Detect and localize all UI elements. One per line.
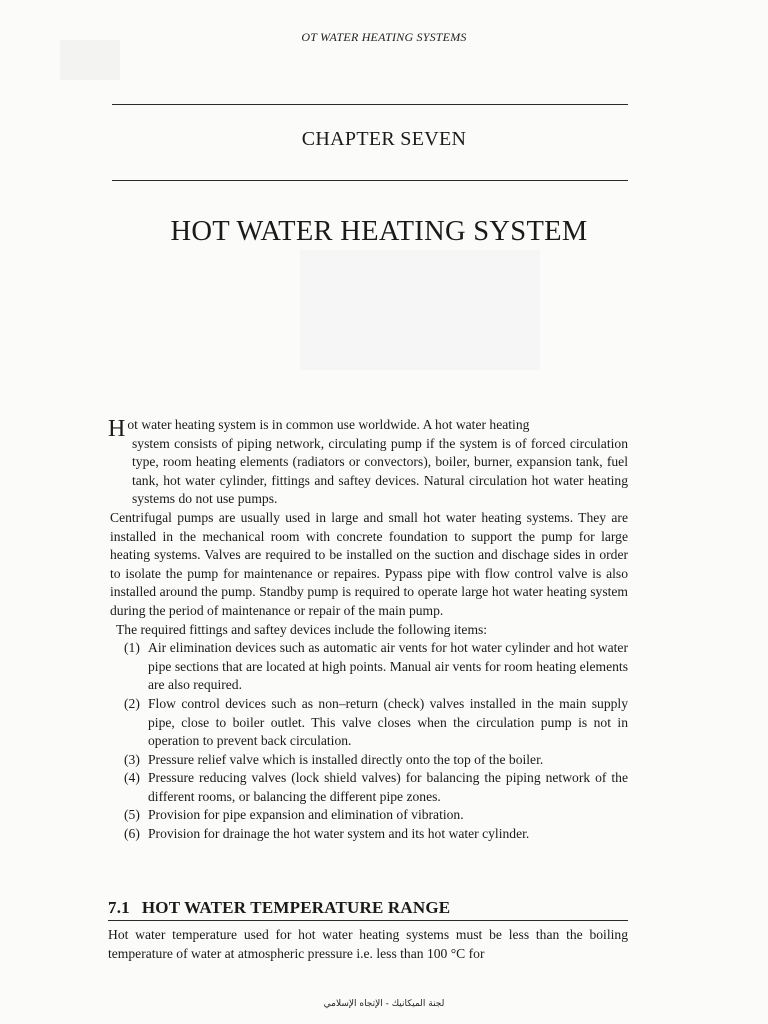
scan-smudge <box>300 250 540 370</box>
item-text: Pressure relief valve which is installed directly onto the top of the boiler. <box>148 751 544 767</box>
item-number: (6) <box>124 826 140 842</box>
list-item <box>110 769 628 806</box>
item-number: (3) <box>124 751 140 767</box>
footer-credit: لجنة الميكانيك - الإتجاه الإسلامي <box>323 999 445 1009</box>
intro-rest: system consists of piping network, circulating pump if the system is of forced circulation type, room heating elements (radiators or convectors), boiler, burner, expansion tank, fuel tank, hot water cylinder, fittings and saftey devices. Natural circulation hot water heating systems do not use pumps. <box>132 435 628 507</box>
list-lead: The required fittings and saftey devices include the following items: <box>116 621 488 637</box>
item-text: Provision for pipe expansion and elimination of vibration. <box>148 807 464 823</box>
section-title: HOT WATER TEMPERATURE RANGE <box>141 898 451 917</box>
scan-smudge <box>60 40 120 80</box>
list-item <box>110 806 628 825</box>
item-number: (2) <box>124 695 140 711</box>
list-item <box>110 825 628 844</box>
chapter-heading: CHAPTER SEVEN <box>301 128 467 150</box>
body-text <box>110 416 628 844</box>
intro-continuation <box>110 435 628 509</box>
list-item <box>110 695 628 751</box>
intro-paragraph <box>108 416 628 442</box>
drop-cap: H <box>108 416 126 442</box>
chapter-rule <box>112 180 628 181</box>
item-number: (5) <box>124 807 140 823</box>
item-text: Provision for drainage the hot water system and its hot water cylinder. <box>148 826 530 842</box>
intro-first-line: ot water heating system is in common use worldwide. A hot water heating <box>127 417 530 432</box>
fittings-list <box>110 639 628 844</box>
item-text: Air elimination devices such as automatic air vents for hot water cylinder and hot water pipe sections that are located at high points. Manual air vents for room heating elements are also required. <box>148 640 628 693</box>
top-rule <box>112 104 628 105</box>
item-text: Pressure reducing valves (lock shield valves) for balancing the piping network of the different rooms, or balancing the different pipe zones. <box>148 770 628 804</box>
pumps-paragraph: Centrifugal pumps are usually used in large and small hot water heating systems. They are installed in the mechanical room with concrete foundation to support the pump for large heating systems. Valves are required to be installed on the suction and dischage sides in order to isolate the pump for maintenance or repaires. Pypass pipe with flow control valve is also installed around the pump. Standby pump is required to operate large hot water heating system during the period of maintenance or repair of the main pump. <box>110 509 628 618</box>
item-number: (4) <box>124 770 140 786</box>
list-item <box>110 639 628 695</box>
list-item <box>110 751 628 770</box>
section-number: 7.1 <box>108 898 130 917</box>
section-heading <box>108 898 628 921</box>
section-text: Hot water temperature used for hot water heating systems must be less than the boiling temperature of water at atmospheric pressure i.e. less than 100 °C for <box>108 927 628 961</box>
chapter-title: HOT WATER HEATING SYSTEM <box>170 216 588 247</box>
item-text: Flow control devices such as non–return (check) valves installed in the main supply pipe, close to boiler outlet. This valve closes when the circulation pump is not in operation to prevent back circulation. <box>148 695 628 749</box>
running-head: OT WATER HEATING SYSTEMS <box>301 30 467 44</box>
item-number: (1) <box>124 640 140 656</box>
